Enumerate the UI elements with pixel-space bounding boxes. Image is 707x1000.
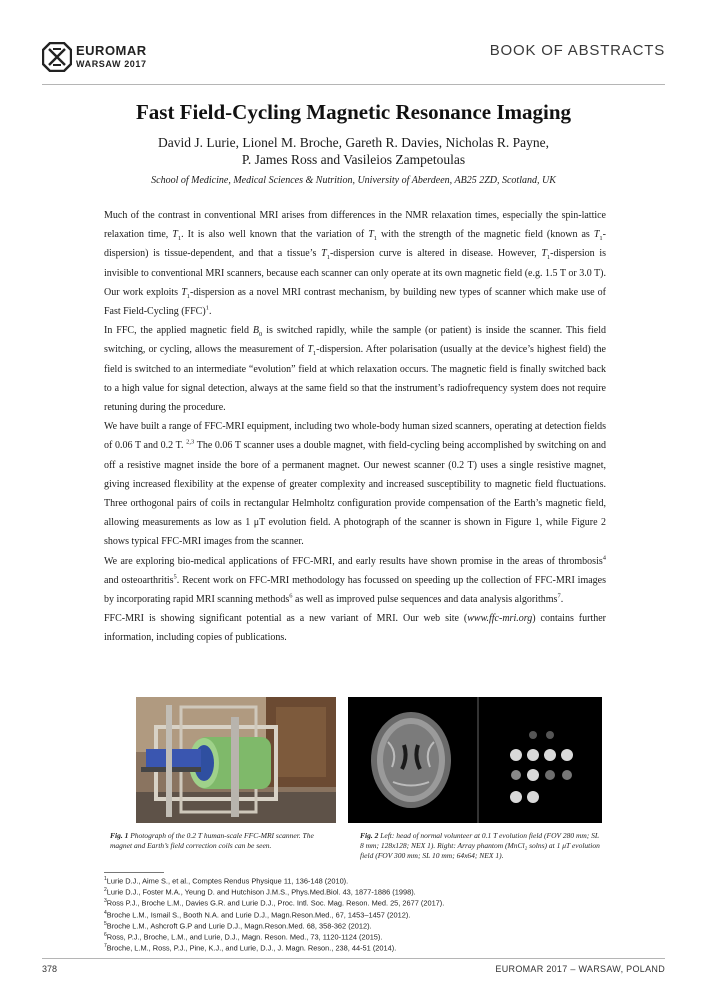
paragraph-2: In FFC, the applied magnetic field $B_0$ is switched rapidly, while the sample (or patient) is inside the scanner. This field switching, or cycling, allows the measurement of $T_1$-dispersion. After polarisation (usually at the device’s highest field) the field is switched to an intermediate “evolution” field at which relaxation occurs. The magnetic field is finally switched back to a high value for signal detection, always at the same field so that the instrument’s radiofrequency system does not require retuning during the procedure. [104,325,606,414]
author-list [0,134,707,168]
paragraph-4: We are exploring bio-medical applications of FFC-MRI, and early results have shown promise in the areas of thrombosis$^4$ and osteoarthritis$^5$. Recent work on FFC-MRI methodology has focussed on speeding up the collection of FFC-MRI images by incorporating rapid MRI scanning methods$^6$ as well as improved pulse sequences and data analysis algorithms$^7$. [104,554,606,606]
footer-divider [42,958,665,959]
reference-item: $^4$Broche L.M., Ismail S., Booth N.A. and Lurie D.J., Magn.Reson.Med., 67, 1453–1457 (2012). [104,909,411,919]
reference-item: $^3$Ross P.J., Broche L.M., Davies G.R. and Lurie D.J., Proc. Intl. Soc. Mag. Reson. Med. 25, 2677 (2017). [104,898,445,908]
authors-line-2: P. James Ross and Vasileios Zampetoulas [241,152,466,167]
reference-list [104,875,604,953]
mri-images [348,697,602,823]
references-divider [104,872,164,873]
reference-item: $^1$Lurie D.J., Aime S., et al., Comptes Rendus Physique 11, 136-148 (2010). [104,876,349,886]
reference-item: $^2$Lurie D.J., Foster M.A., Yeung D. and Hutchison J.M.S., Phys.Med.Biol. 43, 1877-1886 (1998). [104,887,416,897]
reference-item: $^5$Broche L.M., Ashcroft G.P and Lurie D.J., Magn.Reson.Med. 68, 358-362 (2012). [104,920,372,931]
section-title: BOOK OF ABSTRACTS [489,42,665,59]
figure-1-caption: Fig. 1 Photograph of the 0.2 T human-scale FFC-MRI scanner. The magnet and Earth’s field correction coils can be seen. [110,831,314,850]
logo-subtitle: WARSAW 2017 [76,59,147,69]
paragraph-1: Much of the contrast in conventional MRI arises from differences in the NMR relaxation times, especially the spin-lattice relaxation time, $T_1$. It is also well known that the variation of $T_1$ with the strength of the magnetic field (known as $T_1-dispersion$) is tissue-dependent, and that a tissue’s $T_1$-dispersion curve is altered in disease. However, $T_1$-dispersion is invisible to conventional MRI scanners, because each scanner can only operate at its own magnetic field (e.g. 1.5 T or 3.0 T). Our work exploits $T_1$-dispersion as a novel MRI contrast mechanism, by building new types of scanner which make use of Fast Field-Cycling (FFC)$^1$. [104,210,606,318]
header-divider [42,84,665,85]
authors-line-1: David J. Lurie, Lionel M. Broche, Gareth R. Davies, Nicholas R. Payne, [157,135,550,150]
logo-title: EUROMAR [76,43,147,58]
euromar-logo-icon [42,42,72,72]
scanner-photo [136,697,336,823]
reference-item: $^6$Ross, P.J., Broche, L.M., and Lurie, D.J., Magn. Reson. Med., 73, 1120-1124 (2015). [104,931,383,942]
paragraph-3: We have built a range of FFC-MRI equipment, including two whole-body human sized scanners, operating at detection fields of 0.06 T and 0.2 T. $^{2,3}$ The 0.06 T scanner uses a double magnet, with field-cycling being accomplished by switching on and off a resistive magnet inside the bore of a permanent magnet. Our newest scanner (0.2 T) uses a single resistive magnet, giving increased flexibility at the expense of greater complexity and increased susceptibility to magnetic field fluctuations. Three orthogonal pairs of coils in rectangular Helmholtz configuration provide compensation of the Earth’s magnetic field, allowing measurements as low as 1 μT evolution field. A photograph of the scanner is shown in Figure 1, while Figure 2 shows typical FFC-MRI images from the scanner. [104,421,606,548]
paper-title: Fast Field-Cycling Magnetic Resonance Imaging [135,100,572,124]
figure-2-caption: Fig. 2 Left: head of normal volunteer at 0.1 T evolution field (FOV 280 mm; SL 8 mm; 128x128; NEX 1). Right: Array phantom (MnCl₂ solns) at 1 μT evolution field (FOV 300 mm; SL 10 mm; 64x64; NEX 1). [360,831,600,860]
page-number: 378 [42,964,58,974]
reference-item: $^7$Broche, L.M., Ross, P.J., Pine, K.J., and Lurie, D.J., J. Magn. Reson., 238, 44-51 (2014). [104,943,397,953]
footer-event: EUROMAR 2017 – WARSAW, POLAND [495,964,665,974]
paragraph-5: FFC-MRI is showing significant potential as a new variant of MRI. Our web site (www.ffc-mri.org) contains further information, including copies of publications. [104,613,606,644]
affiliation: School of Medicine, Medical Sciences & Nutrition, University of Aberdeen, AB25 2ZD, Scotland, UK [151,175,556,186]
abstract-body [104,206,606,648]
